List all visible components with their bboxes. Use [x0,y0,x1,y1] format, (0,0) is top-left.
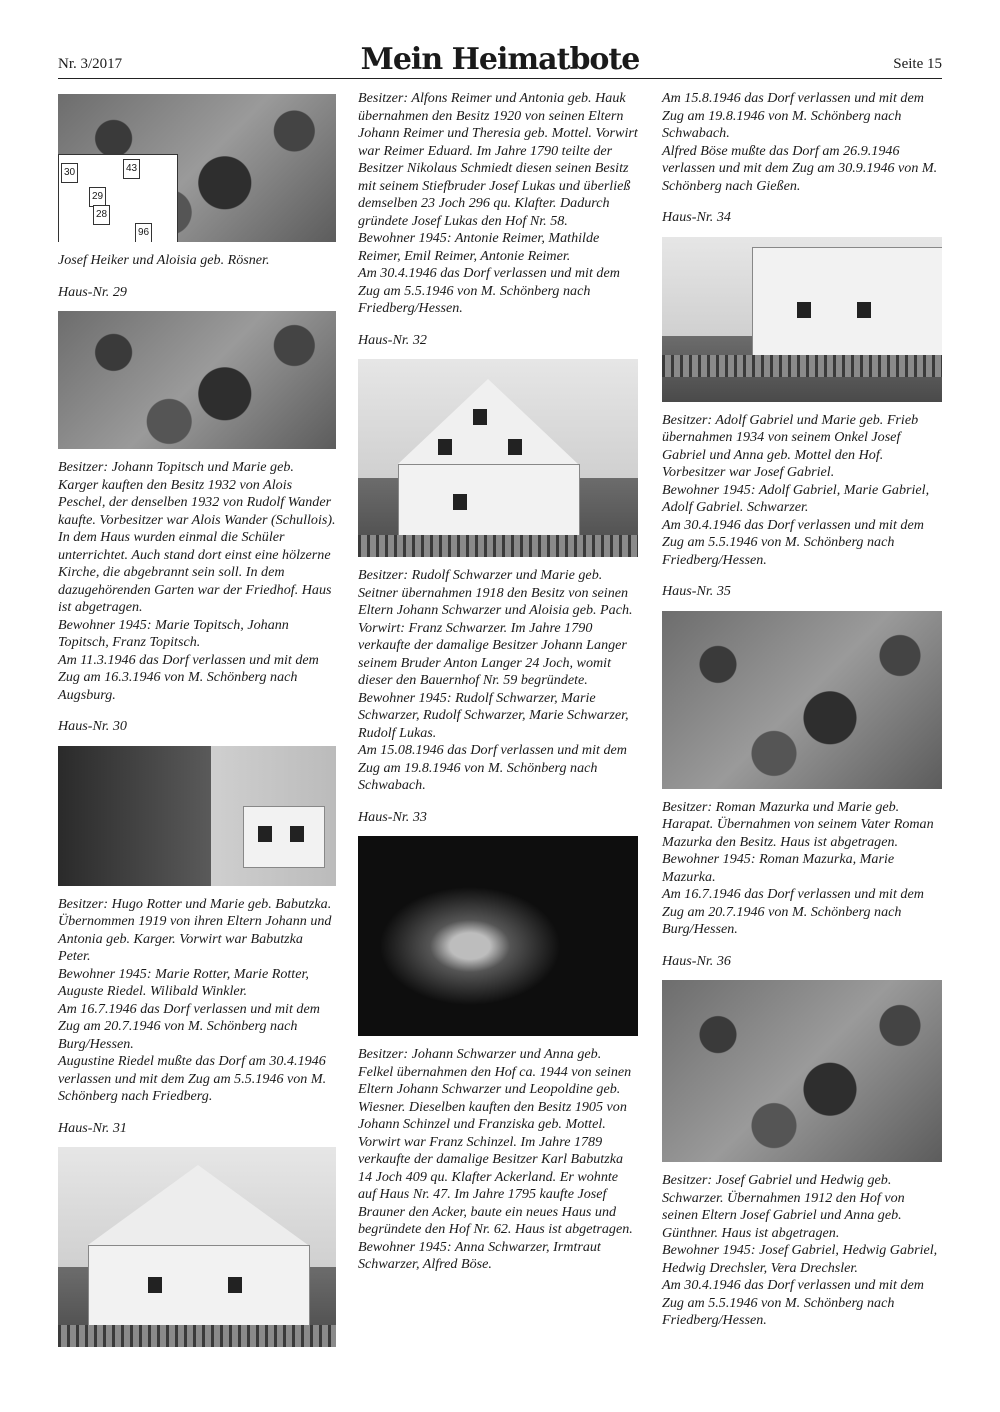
plan-label: 96 [135,223,152,242]
owner-text-33: Besitzer: Johann Schwarzer und Anna geb. Felkel übernahmen den Hof ca. 1944 von seinen Eltern Johann Schwarzer und Leopoldine geb. Wiesner. Dieselben kauften den Besitz 1905 von Johann Schinzel und Franziska geb. Mottel. Vorwirt war Franz Schinzel. Im Jahre 1789 verkaufte der damalige Besitzer Karl Babutzka 14 Joch 409 qu. Klafter Ackerland. Er wohnte auf Haus Nr. 47. Im Jahre 1795 kaufte Josef Brauner den Acker, baute ein neues Haus und begründete den Hof Nr. 62. Haus ist abgetragen. [358,1046,633,1237]
departure-text-31: Am 30.4.1946 das Dorf verlassen und mit dem Zug am 5.5.1946 von M. Schönberg nach Friedberg/Hessen. [358,265,620,316]
owner-text-32: Besitzer: Rudolf Schwarzer und Marie geb. Seitner übernahmen 1918 den Besitz von seinen Eltern Johann Schwarzer und Aloisia geb. Pach. Vorwirt: Franz Schwarzer. Im Jahre 1790 verkaufte der damalige Besitzer Johann Langer seinem Bruder Anton Langer 24 Joch, womit dieser den Bauernhof Nr. 59 begründete. [358,567,633,688]
aerial-map-photo-28 [58,94,336,242]
owner-text-34: Besitzer: Adolf Gabriel und Marie geb. Frieb übernahmen 1934 von seinem Onkel Josef Gabriel und Anna geb. Mottel den Hof. Vorbesitzer war Josef Gabriel. [662,411,919,480]
departure-text-29: Am 11.3.1946 das Dorf verlassen und mit dem Zug am 16.3.1946 von M. Schönberg nach Augsburg. [58,651,319,703]
residents-text-30: Bewohner 1945: Marie Rotter, Marie Rotter, Auguste Riedel. Wilibald Winkler. [58,965,309,999]
aerial-photo-35 [662,611,942,789]
departure-text-32: Am 15.08.1946 das Dorf verlassen und mit dem Zug am 19.8.1946 von M. Schönberg nach Schwabach. [358,742,627,793]
owner-text-35: Besitzer: Roman Mazurka und Marie geb. Harapat. Übernahmen von seinem Vater Roman Mazurka den Besitz. Haus ist abgetragen. [662,798,934,850]
house-photo-34 [662,237,942,402]
departure-text-30: Am 16.7.1946 das Dorf verlassen und mit dem Zug am 20.7.1946 von M. Schönberg nach Burg/Hessen. [58,1000,320,1052]
departure-text-34: Am 30.4.1946 das Dorf verlassen und mit dem Zug am 5.5.1946 von M. Schönberg nach Friedberg/Hessen. [662,516,924,568]
plan-label: 28 [93,205,110,225]
residents-text-36: Bewohner 1945: Josef Gabriel, Hedwig Gabriel, Hedwig Drechsler, Vera Drechsler. [662,1242,938,1276]
masthead-title: Mein Heimatbote [360,42,640,77]
page-header [58,42,942,78]
house-heading-30: Haus-Nr. 30 [58,718,127,734]
column-middle [358,90,638,1274]
house-photo-31 [58,1147,336,1347]
house-heading-31: Haus-Nr. 31 [58,1119,127,1136]
house-photo-33 [358,836,638,1036]
page-number: Seite 15 [893,56,942,72]
header-rule [58,78,942,79]
owner-text-31: Besitzer: Alfons Reimer und Antonia geb. Hauk übernahmen den Besitz 1920 von seinen Eltern Johann Reimer und Theresia geb. Mottel. Vorwirt war Reimer Eduard. Im Jahre 1790 teilte der Besitzer Nikolaus Schmiedt diesen seinen Besitz mit seinem Stiefbruder Josef Lukas und überließ demselben 23 Joch 296 qu. Klafter. Dadurch gründete Josef Lukas den Hof Nr. 58. [358,90,638,229]
plan-label: 29 [89,187,106,207]
residents-text-32: Bewohner 1945: Rudolf Schwarzer, Marie Schwarzer, Rudolf Schwarzer, Marie Schwarzer, Rudolf Lukas. [358,689,629,741]
owner-text-29: Besitzer: Johann Topitsch und Marie geb. Karger kauften den Besitz 1932 von Alois Peschel, der denselben 1932 von Rudolf Wander kaufte. Vorbesitzer war Alois Wander (Schullois). In dem Haus wurden einmal die Schüler unterrichtet. Auch stand dort einst eine hölzerne Kirche, die abgebrannt sein soll. In dem dazugehörenden Garten war der Friedhof. Haus ist abgetragen. [58,459,336,615]
residents-text-34: Bewohner 1945: Adolf Gabriel, Marie Gabriel, Adolf Gabriel. Schwarzer. [662,481,930,515]
departure-text-36: Am 30.4.1946 das Dorf verlassen und mit dem Zug am 5.5.1946 von M. Schönberg nach Friedberg/Hessen. [662,1277,924,1328]
plan-label: 30 [61,163,78,183]
house-photo-32 [358,359,638,557]
departure-text-30b: Augustine Riedel mußte das Dorf am 30.4.1946 verlassen und mit dem Zug am 5.5.1946 von M. Schönberg nach Friedberg. [58,1053,327,1104]
residents-text-31: Bewohner 1945: Antonie Reimer, Mathilde Reimer, Emil Reimer, Antonie Reimer. [358,230,600,264]
owner-text-30: Besitzer: Hugo Rotter und Marie geb. Babutzka. Übernommen 1919 von ihren Eltern Johann und Antonia geb. Karger. Vorwirt war Babutzka Peter. [58,895,332,964]
owner-text-36: Besitzer: Josef Gabriel und Hedwig geb. Schwarzer. Übernahmen 1912 den Hof von seinen Eltern Josef Gabriel und Anna geb. Günthner. Haus ist abgetragen. [662,1172,905,1241]
departure-text-33b: Alfred Böse mußte das Dorf am 26.9.1946 verlassen und mit dem Zug am 30.9.1946 von M. Schönberg nach Gießen. [662,142,938,194]
column-left [58,90,336,1357]
departure-text-35: Am 16.7.1946 das Dorf verlassen und mit dem Zug am 20.7.1946 von M. Schönberg nach Burg/Hessen. [662,886,924,937]
house-heading-36: Haus-Nr. 36 [662,952,731,969]
residents-text-29: Bewohner 1945: Marie Topitsch, Johann Topitsch, Franz Topitsch. [58,616,289,650]
departure-text-33: Am 15.8.1946 das Dorf verlassen und mit dem Zug am 19.8.1946 von M. Schönberg nach Schwabach. [662,90,924,141]
house-heading-35: Haus-Nr. 35 [662,583,731,599]
issue-number: Nr. 3/2017 [58,56,123,72]
aerial-photo-36 [662,980,942,1162]
aerial-photo-29 [58,311,336,449]
caption-text: Josef Heiker und Aloisia geb. Rösner. [58,252,270,268]
house-heading-32: Haus-Nr. 32 [358,331,427,348]
house-heading-29: Haus-Nr. 29 [58,283,127,300]
residents-text-33: Bewohner 1945: Anna Schwarzer, Irmtraut Schwarzer, Alfred Böse. [358,1238,601,1272]
house-heading-34: Haus-Nr. 34 [662,209,731,225]
house-heading-33: Haus-Nr. 33 [358,808,427,825]
column-right [662,90,942,1330]
plan-label: 43 [123,159,140,179]
house-photo-30 [58,746,336,886]
plan-overlay [58,154,178,242]
residents-text-35: Bewohner 1945: Roman Mazurka, Marie Mazurka. [662,851,895,885]
